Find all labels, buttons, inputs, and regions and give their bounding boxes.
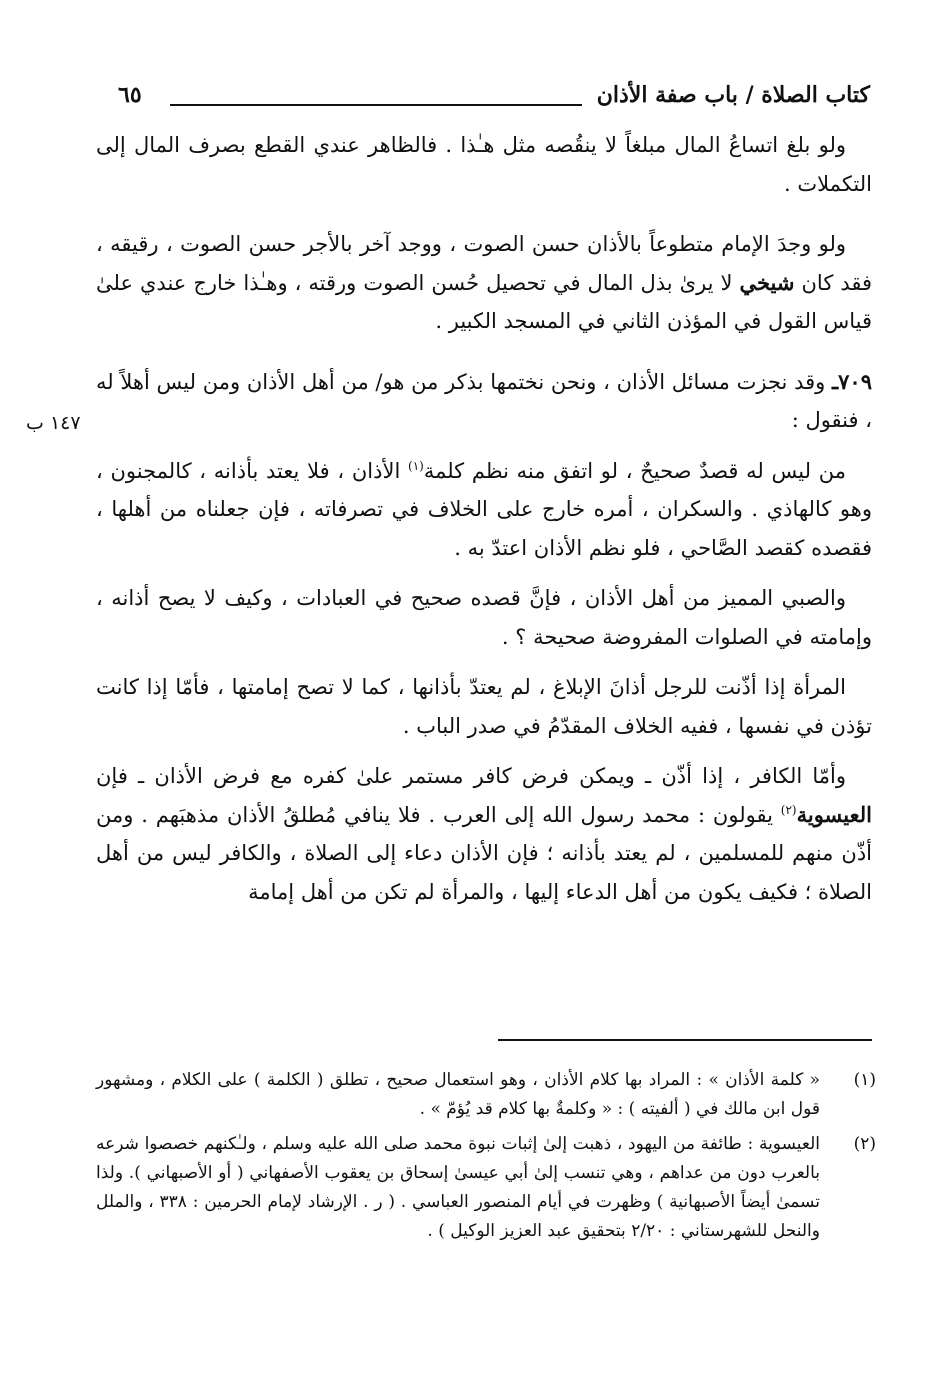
page-number: ٦٥ (118, 82, 142, 108)
paragraph-4 (96, 452, 872, 568)
paragraph-3 (96, 363, 872, 440)
manuscript-folio-note: ١٤٧ ب (26, 412, 81, 434)
shaykh-name: شيخي (739, 269, 795, 295)
footnote-1-text: « كلمة الأذان » : المراد بها كلام الأذان ، وهو استعمال صحيح ، تطلق ( الكلمة ) على الكلام ، ومشهور قول ابن مالك في ( ألفيته ) : « وكلمةٌ بها كلام قد يُؤمّ » . (96, 1070, 820, 1119)
footnote-2-number: (٢) (853, 1134, 876, 1154)
paragraph-7 (96, 757, 872, 911)
main-text (96, 126, 872, 923)
footnote-separator (498, 1039, 872, 1041)
paragraph-5: والصبي المميز من أهل الأذان ، فإنَّ قصده صحيح في العبادات ، وكيف لا يصح أذانه ، وإمامته في الصلوات المفروضة صحيحة ؟ . (96, 586, 872, 649)
footnote-ref-2[interactable]: (٢) (780, 802, 797, 817)
issue-number: ٧٠٩ـ (832, 368, 872, 394)
footnote-2 (96, 1130, 876, 1246)
footnote-ref-1[interactable]: (١) (408, 458, 424, 473)
paragraph-1: ولو بلغ اتساعُ المال مبلغاً لا ينقُصه مثل هـٰذا . فالظاهر عندي القطع بصرف المال إلى التكملات . (96, 133, 872, 196)
paragraph-7-text-b: يقولون : محمد رسول الله إلى العرب . فلا ينافي مُطلقُ الأذان مذهبَهم . ومن أذّن منهم للمسلمين ، لم يعتد بأذانه ؛ فإن الأذان دعاء إلى الصلاة ، والكافر ليس من أهل الصلاة ؛ فكيف يكون من أهل الدعاء إليها ، والمرأة لم تكن من أهل إمامة (96, 802, 872, 904)
paragraph-4-text-a: من ليس له قصدٌ صحيحٌ ، لو اتفق منه نظم كلمة (423, 458, 846, 483)
header-rule (170, 104, 582, 106)
paragraph-3-text: وقد نجزت مسائل الأذان ، ونحن نختمها بذكر من هو/ من أهل الأذان ومن ليس أهلاً له ، فنقول : (96, 369, 872, 432)
paragraph-2-text-b: لا يرىٰ بذل المال في تحصيل حُسن الصوت ورقته ، وهـٰذا خارج عندي علىٰ قياس القول في المؤذن الثاني في المسجد الكبير . (96, 270, 872, 333)
footnote-1-number: (١) (853, 1070, 876, 1090)
footnote-1 (96, 1066, 876, 1124)
running-header-title: كتاب الصلاة / باب صفة الأذان (596, 82, 870, 108)
footnotes (96, 1066, 876, 1252)
running-header (112, 82, 870, 122)
paragraph-2-text-a: ولو وجدَ الإمام متطوعاً بالأذان حسن الصوت ، ووجد آخر بالأجر حسن الصوت ، رقيقه ، فقد كان (96, 232, 873, 295)
paragraph-7-text-a: وأمّا الكافر ، إذا أذّن ـ ويمكن فرض كافر مستمر علىٰ كفره مع فرض الأذان ـ فإن (96, 764, 846, 788)
paragraph-2 (96, 225, 872, 341)
footnote-2-text: العيسوية : طائفة من اليهود ، ذهبت إلىٰ إثبات نبوة محمد صلى الله عليه وسلم ، ولـٰكنهم خصصوا شرعه بالعرب دون من عداهم ، وهي تنسب إلىٰ أبي عيسىٰ إسحاق بن يعقوب الأصفهاني ( أو الأصبهاني ). ولذا تسمىٰ أيضاً الأصبهانية ) وظهرت في أيام المنصور العباسي . ( ر . الإرشاد لإمام الحرمين : ٣٣٨ ، والملل والنحل للشهرستاني : ٢/٢٠ بتحقيق عبد العزيز الوكيل ) . (96, 1134, 820, 1241)
paragraph-6: المرأة إذا أذّنت للرجل أذانَ الإبلاغ ، لم يعتدّ بأذانها ، كما لا تصح إمامتها ، فأمّا إذا كانت تؤذن في نفسها ، ففيه الخلاف المقدّمُ في صدر الباب . (96, 675, 872, 738)
isawiyya-term: العيسوية (796, 801, 872, 827)
paragraph-4-text-b: الأذان ، فلا يعتد بأذانه ، كالمجنون ، وهو كالهاذي . والسكران ، أمره خارج على الخلاف في تصرفاته ، فإن جعلناه من أهلها ، فقصده كقصد الصَّاحي ، فلو نظم الأذان اعتدّ به . (96, 458, 872, 560)
